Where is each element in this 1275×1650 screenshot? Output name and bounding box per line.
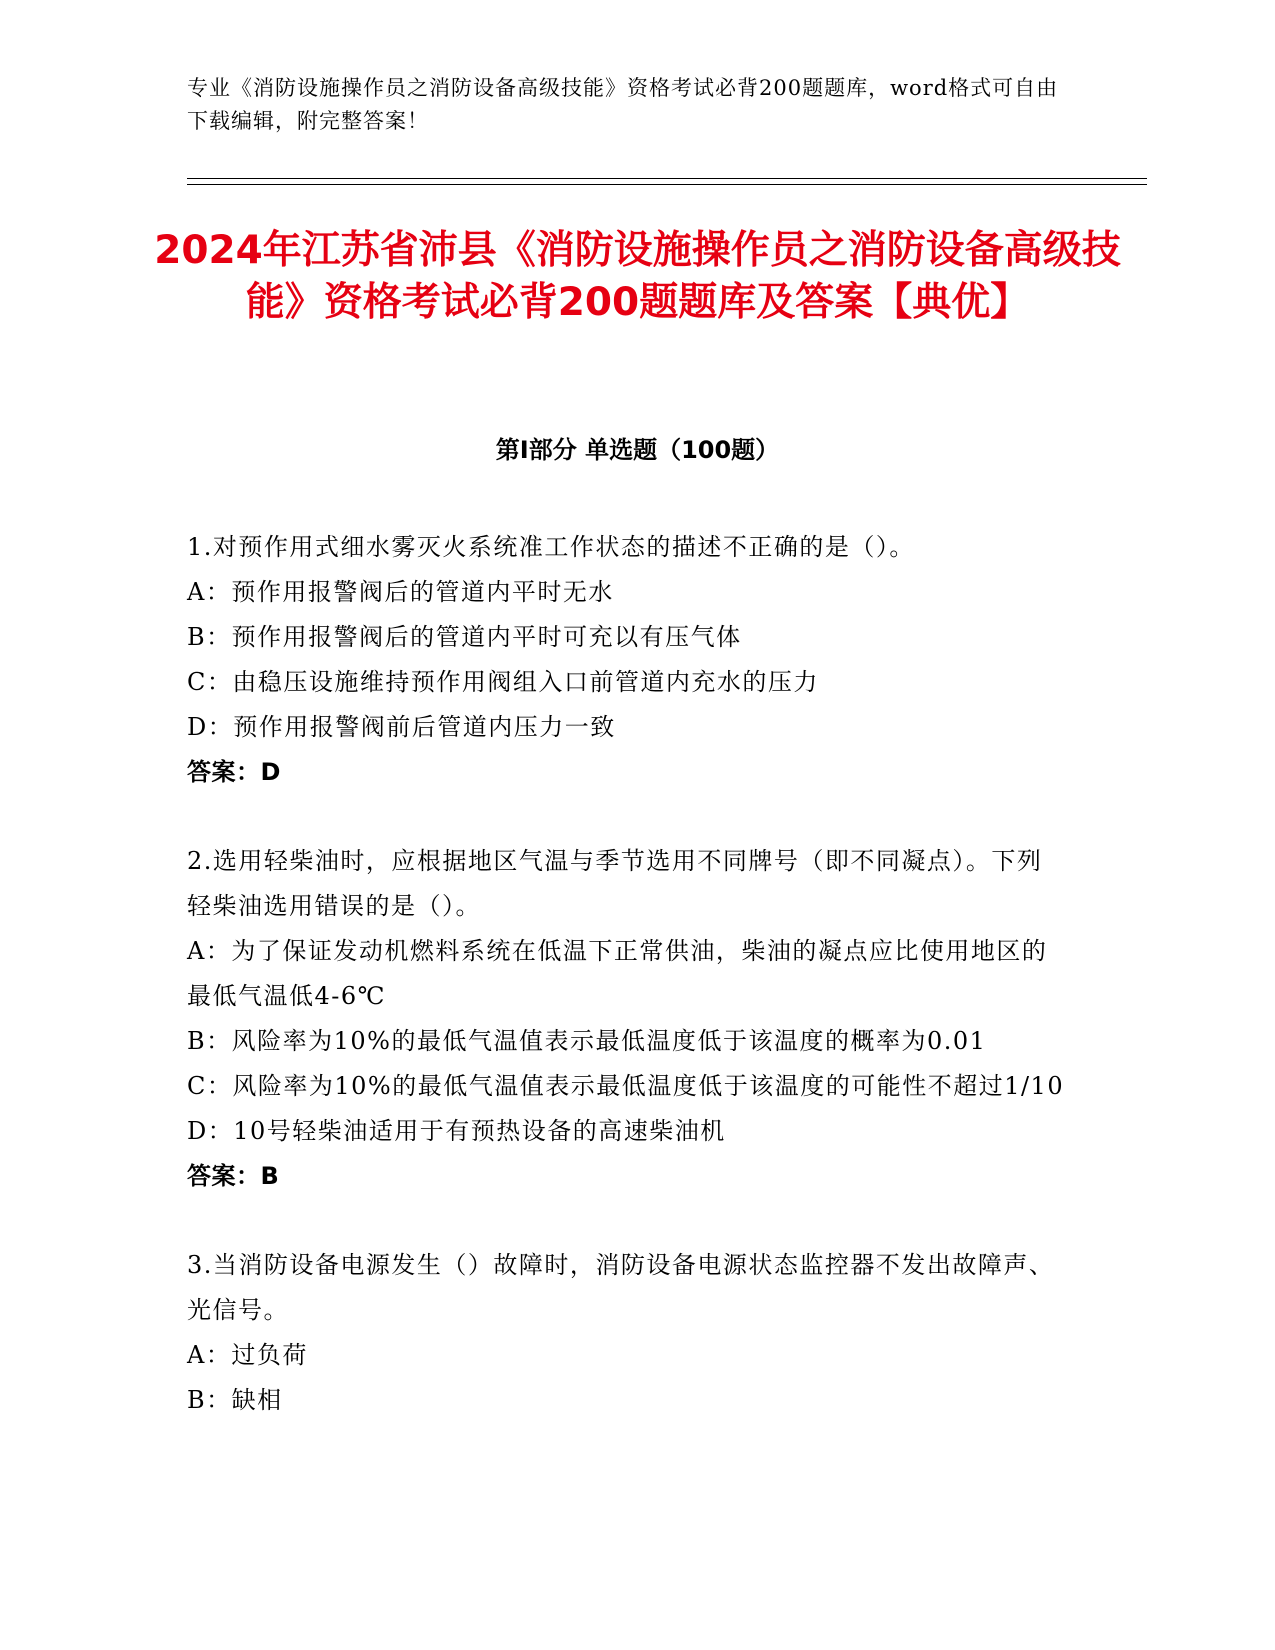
option-b: B：风险率为10%的最低气温值表示最低温度低于该温度的概率为0.01 [187,1027,987,1055]
question-1 [187,525,1067,795]
question-3 [187,1243,1067,1423]
option-d: D：预作用报警阀前后管道内压力一致 [187,713,616,741]
question-list [187,525,1067,1467]
header-rule-bottom [187,184,1147,185]
header-note: 专业《消防设施操作员之消防设备高级技能》资格考试必背200题题库，word格式可自由下载编辑，附完整答案！ [187,76,1059,133]
option-d: D：10号轻柴油适用于有预热设备的高速柴油机 [187,1117,726,1145]
question-stem: 3.当消防设备电源发生（）故障时，消防设备电源状态监控器不发出故障声、光信号。 [187,1251,1055,1324]
option-a: A：为了保证发动机燃料系统在低温下正常供油，柴油的凝点应比使用地区的最低气温低4-6℃ [187,937,1048,1010]
option-a: A：过负荷 [187,1341,308,1369]
question-stem: 2.选用轻柴油时，应根据地区气温与季节选用不同牌号（即不同凝点）。下列轻柴油选用错误的是（）。 [187,847,1043,920]
option-c: C：由稳压设施维持预作用阀组入口前管道内充水的压力 [187,668,819,696]
answer: 答案：D [187,758,281,786]
question-stem: 1.对预作用式细水雾灭火系统准工作状态的描述不正确的是（）。 [187,533,915,561]
document-title: 2024年江苏省沛县《消防设施操作员之消防设备高级技能》资格考试必背200题题库及答案【典优】 [154,228,1121,325]
option-b: B：缺相 [187,1386,283,1414]
question-2 [187,839,1067,1199]
option-c: C：风险率为10%的最低气温值表示最低温度低于该温度的可能性不超过1/10 [187,1072,1065,1100]
option-a: A：预作用报警阀后的管道内平时无水 [187,578,614,606]
option-b: B：预作用报警阀后的管道内平时可充以有压气体 [187,623,742,651]
header-rule-top [187,178,1147,179]
answer: 答案：B [187,1162,280,1190]
section-title: 第I部分 单选题（100题） [495,436,780,464]
